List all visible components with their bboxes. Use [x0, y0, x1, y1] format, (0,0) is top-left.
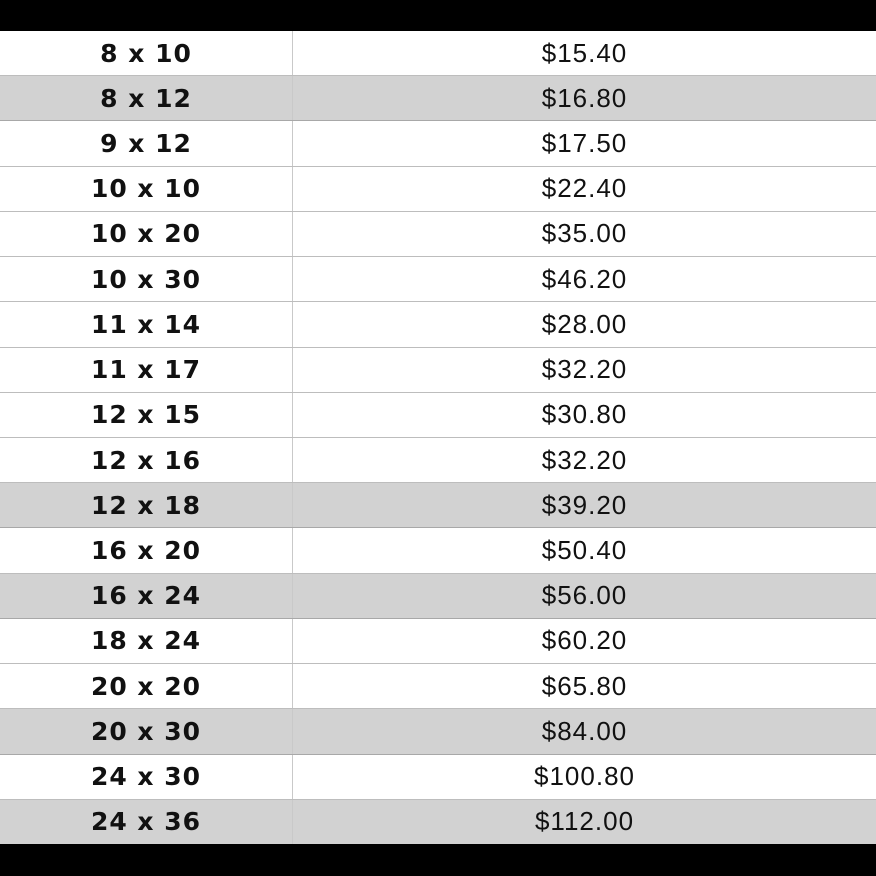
print-size-cell: 10 x 30	[0, 257, 293, 301]
print-size-cell: 24 x 30	[0, 755, 293, 799]
table-row	[0, 302, 876, 347]
price-cell: $16.80	[541, 82, 628, 113]
price-cell: $100.80	[534, 761, 635, 792]
print-size-cell: 24 x 36	[0, 800, 293, 844]
price-cell: $65.80	[541, 670, 628, 701]
print-size-cell: 20 x 30	[0, 709, 293, 753]
price-cell: $39.20	[541, 489, 628, 520]
print-size-cell: 11 x 14	[0, 302, 293, 346]
table-row	[0, 528, 876, 573]
print-size-cell: 12 x 16	[0, 438, 293, 482]
table-row	[0, 800, 876, 844]
table-row	[0, 709, 876, 754]
print-size-cell: 8 x 12	[0, 76, 293, 120]
price-cell: $30.80	[541, 399, 628, 430]
print-size-cell: 12 x 15	[0, 393, 293, 437]
price-cell: $60.20	[541, 625, 628, 656]
table-row	[0, 257, 876, 302]
table-row	[0, 393, 876, 438]
table-row	[0, 755, 876, 800]
price-cell: $32.20	[541, 354, 628, 385]
bottom-black-bar	[0, 844, 876, 876]
print-size-cell: 12 x 18	[0, 483, 293, 527]
print-size-cell: 18 x 24	[0, 619, 293, 663]
table-row	[0, 167, 876, 212]
table-row	[0, 664, 876, 709]
print-size-cell: 11 x 17	[0, 348, 293, 392]
table-row	[0, 76, 876, 121]
print-size-cell: 9 x 12	[0, 121, 293, 165]
top-black-bar	[0, 0, 876, 31]
price-cell: $15.40	[541, 37, 628, 68]
print-size-cell: 8 x 10	[0, 31, 293, 75]
print-size-cell: 10 x 20	[0, 212, 293, 256]
print-size-cell: 10 x 10	[0, 167, 293, 211]
price-cell: $32.20	[541, 444, 628, 475]
price-cell: $50.40	[541, 535, 628, 566]
table-row	[0, 619, 876, 664]
print-size-cell: 20 x 20	[0, 664, 293, 708]
price-cell: $46.20	[541, 263, 628, 294]
price-cell: $35.00	[541, 218, 628, 249]
table-row	[0, 574, 876, 619]
table-row	[0, 438, 876, 483]
table-row	[0, 121, 876, 166]
print-size-cell: 16 x 24	[0, 574, 293, 618]
table-row	[0, 348, 876, 393]
table-row	[0, 483, 876, 528]
print-size-cell: 16 x 20	[0, 528, 293, 572]
table-row	[0, 31, 876, 76]
price-table	[0, 31, 876, 844]
price-cell: $17.50	[541, 128, 628, 159]
price-cell: $112.00	[534, 806, 635, 837]
table-row	[0, 212, 876, 257]
price-cell: $28.00	[541, 308, 628, 339]
price-cell: $22.40	[541, 173, 628, 204]
price-cell: $56.00	[541, 580, 628, 611]
price-cell: $84.00	[541, 715, 628, 746]
